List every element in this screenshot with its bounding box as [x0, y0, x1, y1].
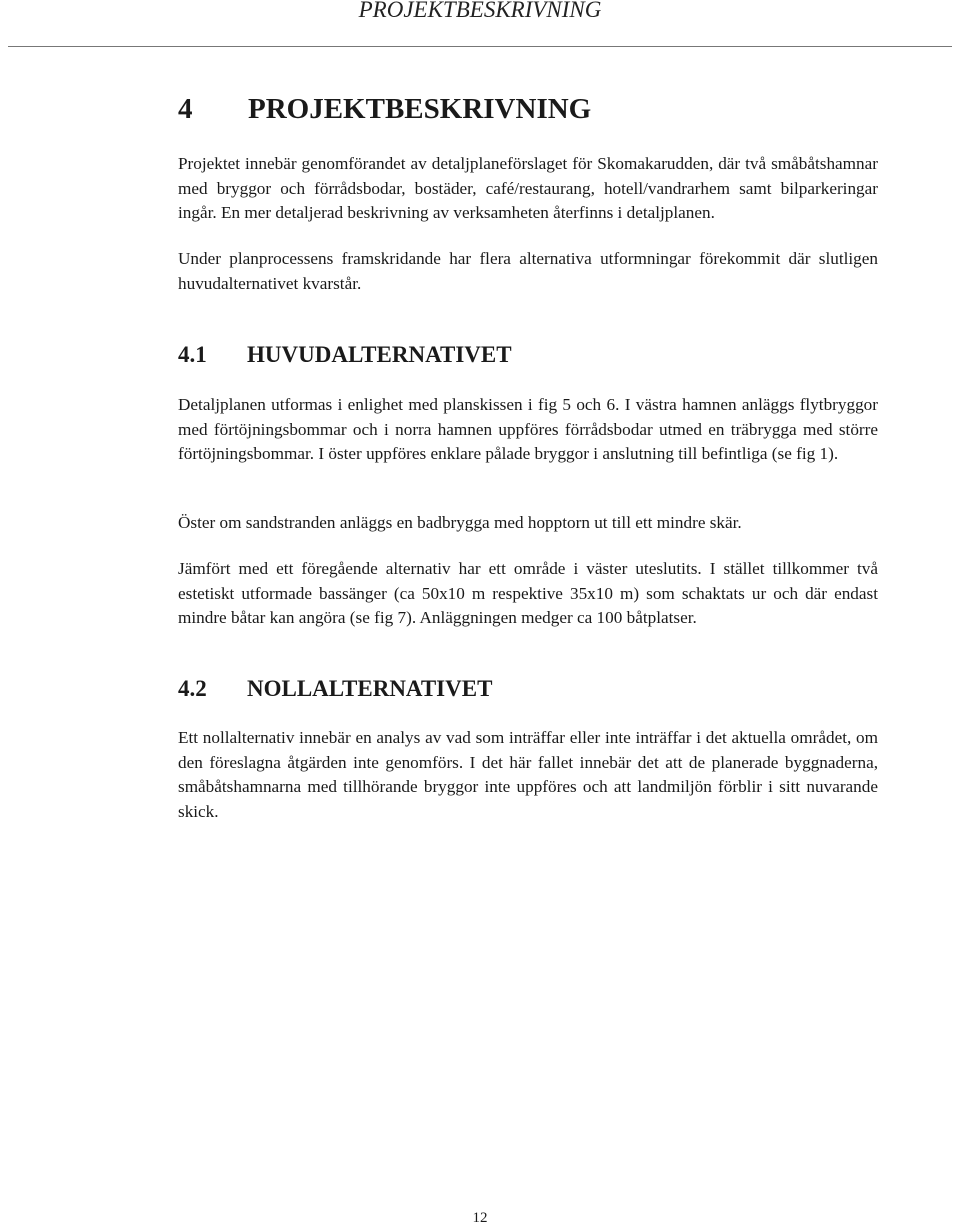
- section-number: 4.2: [178, 676, 207, 701]
- section-title: NOLLALTERNATIVET: [247, 676, 493, 701]
- paragraph: Ett nollalternativ innebär en analys av vad som inträffar eller inte inträffar i det aktuella området, om den föreslagna åtgärden inte genomförs. I det här fallet innebär det att de planerade byggnaderna, småbåtshamnarna med tillhörande bryggor inte uppföres och att landmiljön förblir i sitt nuvarande skick.: [178, 728, 878, 821]
- page-number: 12: [472, 1210, 488, 1226]
- section-heading-4: [178, 91, 591, 127]
- running-header: PROJEKTBESKRIVNING: [358, 0, 602, 22]
- section-title: HUVUDALTERNATIVET: [247, 342, 512, 367]
- section-title: PROJEKTBESKRIVNING: [248, 93, 592, 125]
- section-heading-4-2: [178, 674, 492, 704]
- paragraph: Under planprocessens framskridande har flera alternativa utformningar förekommit där slutligen huvudalternativet kvarstår.: [178, 249, 878, 293]
- header-rule: [8, 46, 952, 47]
- section-number: 4.1: [178, 342, 207, 367]
- paragraph: Öster om sandstranden anläggs en badbrygga med hopptorn ut till ett mindre skär.: [178, 513, 742, 532]
- paragraph: Projektet innebär genomförandet av detaljplaneförslaget för Skomakarudden, där två småbåtshamnar med bryggor och förrådsbodar, bostäder, café/restaurang, hotell/vandrarhem samt bilparkeringar ingår. En mer detaljerad beskrivning av verksamheten återfinns i detaljplanen.: [178, 154, 878, 222]
- section-number: 4: [178, 93, 193, 125]
- section-heading-4-1: [178, 340, 512, 370]
- paragraph: Detaljplanen utformas i enlighet med planskissen i fig 5 och 6. I västra hamnen anläggs flytbryggor med förtöjningsbommar och i norra hamnen uppföres förrådsbodar utmed en träbrygga med större förtöjningsbommar. I öster uppföres enklare pålade bryggor i anslutning till befintliga (se fig 1).: [178, 395, 878, 463]
- paragraph: Jämfört med ett föregående alternativ har ett område i väster uteslutits. I stället tillkommer två estetiskt utformade bassänger (ca 50x10 m respektive 35x10 m) som schaktats ur och där endast mindre båtar kan angöra (se fig 7). Anläggningen medger ca 100 båtplatser.: [178, 559, 878, 627]
